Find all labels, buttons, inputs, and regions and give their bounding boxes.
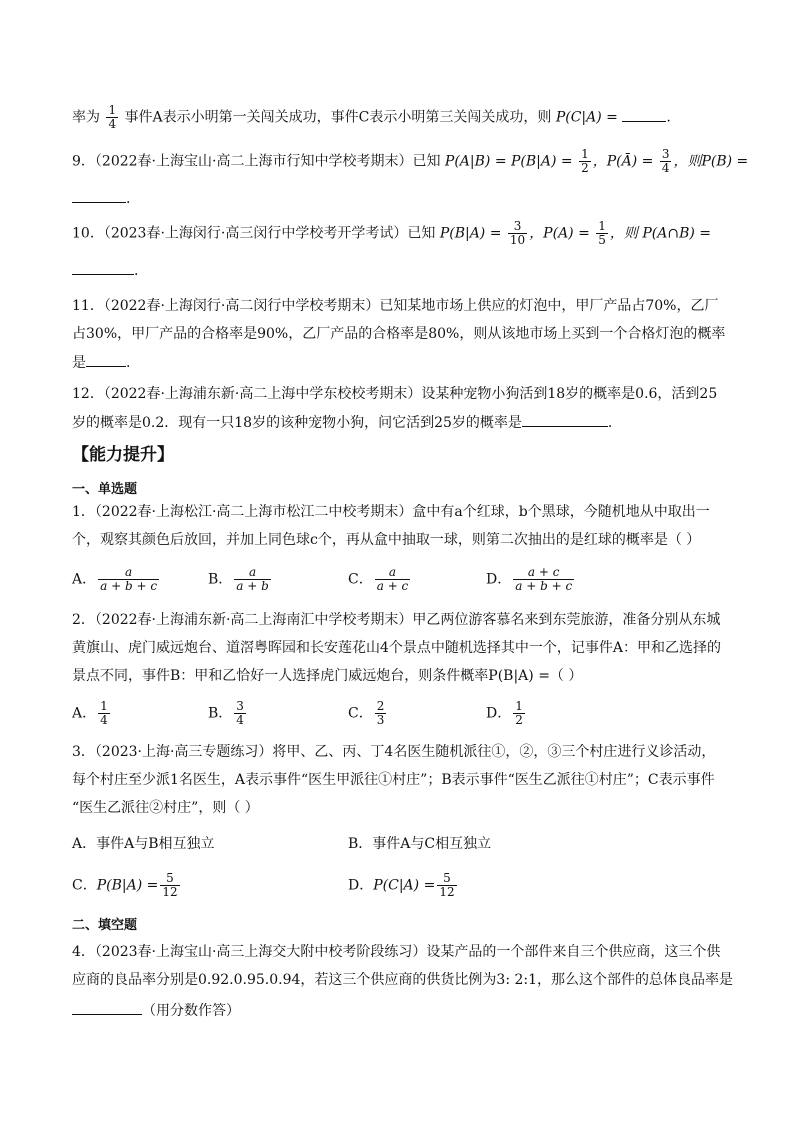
option-d: D． $\frac{a + c}{a + b + c}$: [486, 565, 573, 593]
fraction: $\frac{1}{5}$: [598, 219, 606, 247]
question-11-line: 是 .: [72, 352, 734, 373]
option-b: B． $\frac{a}{a + b}$: [208, 565, 269, 593]
option-a: A． $\frac{a}{a + b + c}$: [72, 565, 158, 593]
text: 率为: [72, 109, 100, 126]
answer-blank: [72, 260, 134, 275]
fraction: $\frac{3}{10}$: [509, 219, 526, 247]
math-expression: P(C|A) =: [555, 109, 618, 126]
question-10: 10．（2023春·上海闵行·高三闵行中学校考开学考试）已知 P(B|A) = $\frac{3}{10}$ ，P(A) = $\frac{1}{5}$ ，则 P(A∩B) =: [72, 219, 712, 247]
option-d: D．P(C|A) = $\frac{5}{12}$: [348, 871, 455, 899]
fraction: $\frac{1}{4}$: [108, 103, 117, 131]
option-a: A．事件A与B相互独立: [72, 836, 215, 852]
math-expression: P(B|A) =: [439, 225, 502, 242]
option-b: B．事件A与C相互独立: [348, 836, 492, 852]
option-a: A． $\frac{1}{4}$: [72, 699, 108, 727]
fill-blank-4-line: 应商的良品率分别是0.92.0.95.0.94，若这三个供应商的供货比例为3: 2:1，那么这个部件的总体良品率是: [72, 972, 734, 988]
single-choice-3-line: 每个村庄至少派1名医生，A表示事件“医生甲派往①村庄”；B表示事件“医生乙派往①村庄”；C表示事件: [72, 772, 715, 788]
answer-blank: [522, 412, 608, 427]
subsection-heading: 二、填空题: [72, 918, 138, 933]
single-choice-2-line: 景点不同，事件B：甲和乙恰好一人选择虎门威远炮台，则条件概率P(B|A) =（ ）: [72, 668, 583, 684]
question-11-line: 11．（2022春·上海闵行·高二闵行中学校考期末）已知某地市场上供应的灯泡中，甲厂产品占70%，乙厂: [72, 298, 719, 314]
single-choice-2-line: 2．（2022春·上海浦东新·高二上海南汇中学校考期末）甲乙两位游客慕名来到东莞旅游，准备分别从东城: [72, 612, 721, 628]
fill-blank-4-line: 4．（2023春·上海宝山·高三上海交大附中校考阶段练习）设某产品的一个部件来自三个供应商，这三个供: [72, 944, 721, 960]
subsection-heading: 一、单选题: [72, 482, 138, 497]
answer-blank: [86, 352, 126, 367]
section-heading: 【能力提升】: [72, 445, 174, 465]
option-c: C． $\frac{a}{a + c}$: [348, 565, 409, 593]
single-choice-1-line: 1．（2022春·上海松江·高二上海市松江二中校考期末）盒中有a个红球，b个黑球，今随机地从中取出一: [72, 504, 710, 520]
fraction: $\frac{3}{4}$: [661, 147, 670, 175]
option-c: C．P(B|A) = $\frac{5}{12}$: [72, 871, 178, 899]
math-expression: ，P(Ā) =: [592, 153, 654, 170]
answer-blank: [72, 188, 126, 203]
answer-blank: [72, 1000, 142, 1015]
fraction: $\frac{1}{2}$: [581, 147, 589, 175]
question-9-blank-line: .: [72, 188, 734, 209]
option-b: B． $\frac{3}{4}$: [208, 699, 244, 727]
fill-blank-4-line: （用分数作答）: [72, 1000, 734, 1021]
question-8-tail: 率为 $\frac{1}{4}$ 事件A表示小明第一关闯关成功，事件C表示小明第三关闯关成功，则 P(C|A) = .: [72, 103, 671, 131]
single-choice-3-line: “医生乙派往②村庄”，则（ ）: [72, 800, 259, 816]
question-9: 9．（2022春·上海宝山·高二上海市行知中学校考期末）已知 P(A|B) = P(B|A) = $\frac{1}{2}$ ，P(Ā) = $\frac{3}{4}$ ，则P(B) =: [72, 147, 749, 175]
single-choice-1-line: 个，观察其颜色后放回，并加上同色球c个，再从盒中抽取一球，则第二次抽出的是红球的概率是（ ）: [72, 532, 701, 548]
math-expression: ，则 P(A∩B) =: [609, 225, 712, 242]
single-choice-2-line: 黄旗山、虎门威远炮台、道滘粤晖园和长安莲花山4个景点中随机选择其中一个，记事件A：甲和乙选择的: [72, 640, 722, 656]
option-c: C． $\frac{2}{3}$: [348, 699, 385, 727]
single-choice-3-line: 3．（2023·上海·高三专题练习）将甲、乙、丙、丁4名医生随机派往①，②，③三个村庄进行义诊活动，: [72, 744, 716, 760]
text: 事件A表示小明第一关闯关成功，事件C表示小明第三关闯关成功，则: [124, 109, 552, 126]
math-expression: ，P(A) =: [529, 225, 590, 242]
answer-blank: [622, 107, 666, 122]
question-11-line: 占30%，甲厂产品的合格率是90%，乙厂产品的合格率是80%，则从该地市场上买到一个合格灯泡的概率: [72, 326, 726, 342]
math-expression: P(A|B) = P(B|A) =: [444, 153, 573, 170]
question-12-line: 12．（2022春·上海浦东新·高二上海中学东校校考期末）设某种宠物小狗活到18岁的概率是0.6，活到25: [72, 386, 718, 402]
question-source: （2023春·上海闵行·高三闵行中学校考开学考试）已知: [103, 225, 436, 242]
question-12-line: 岁的概率是0.2．现有一只18岁的该种宠物小狗，问它活到25岁的概率是 .: [72, 412, 734, 433]
question-10-blank-line: .: [72, 260, 734, 281]
question-source: （2022春·上海宝山·高二上海市行知中学校考期末）已知: [94, 153, 441, 170]
option-d: D． $\frac{1}{2}$: [486, 699, 523, 727]
math-expression: ，则P(B) =: [673, 153, 749, 170]
